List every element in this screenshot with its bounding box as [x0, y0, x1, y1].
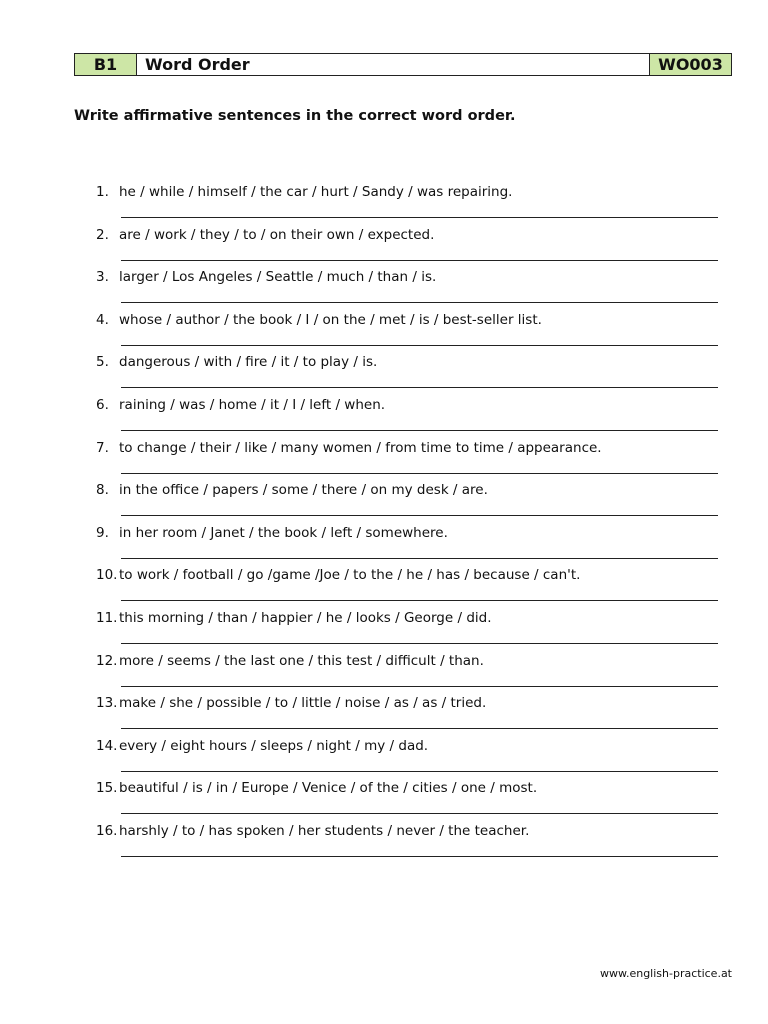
answer-line[interactable]: [121, 302, 718, 303]
item-number: 9.: [96, 524, 109, 541]
exercise-item: [0, 184, 768, 227]
item-prompt: this morning / than / happier / he / looks / George / did.: [119, 609, 492, 626]
item-prompt: dangerous / with / fire / it / to play / is.: [119, 354, 378, 371]
answer-line[interactable]: [121, 856, 718, 857]
item-prompt: beautiful / is / in / Europe / Venice / of the / cities / one / most.: [119, 780, 538, 797]
answer-line[interactable]: [121, 686, 718, 687]
item-number: 7.: [96, 439, 109, 456]
answer-line[interactable]: [121, 515, 718, 516]
item-prompt: are / work / they / to / on their own / expected.: [119, 226, 435, 243]
answer-line[interactable]: [121, 260, 718, 261]
item-number: 1.: [96, 184, 109, 200]
exercise-item: [0, 738, 768, 781]
exercise-item: [0, 227, 768, 270]
level-badge: B1: [75, 54, 137, 75]
item-prompt: to change / their / like / many women / from time to time / appearance.: [119, 439, 602, 456]
item-prompt: in her room / Janet / the book / left / somewhere.: [119, 524, 448, 541]
exercise-item: [0, 312, 768, 355]
item-number: 8.: [96, 482, 109, 499]
exercise-item: [0, 610, 768, 653]
item-number: 11.: [96, 609, 118, 626]
item-number: 16.: [96, 822, 118, 839]
item-prompt: in the office / papers / some / there / on my desk / are.: [119, 482, 488, 499]
item-number: 15.: [96, 780, 118, 797]
exercise-item: [0, 269, 768, 312]
exercise-item: [0, 397, 768, 440]
item-prompt: he / while / himself / the car / hurt / Sandy / was repairing.: [119, 184, 513, 200]
worksheet-header: [74, 53, 732, 76]
exercise-item: [0, 780, 768, 823]
item-prompt: harshly / to / has spoken / her students / never / the teacher.: [119, 822, 530, 839]
item-prompt: more / seems / the last one / this test / difficult / than.: [119, 652, 484, 669]
item-number: 10.: [96, 567, 118, 584]
exercise-item: [0, 482, 768, 525]
exercise-item: [0, 653, 768, 696]
item-prompt: larger / Los Angeles / Seattle / much / than / is.: [119, 269, 437, 286]
answer-line[interactable]: [121, 217, 718, 218]
item-number: 4.: [96, 311, 109, 328]
answer-line[interactable]: [121, 600, 718, 601]
item-number: 6.: [96, 396, 109, 413]
item-prompt: make / she / possible / to / little / noise / as / as / tried.: [119, 695, 487, 712]
exercise-item: [0, 525, 768, 568]
answer-line[interactable]: [121, 387, 718, 388]
exercise-item: [0, 440, 768, 483]
answer-line[interactable]: [121, 345, 718, 346]
answer-line[interactable]: [121, 473, 718, 474]
exercise-item: [0, 695, 768, 738]
exercise-list: [0, 184, 768, 866]
item-number: 12.: [96, 652, 118, 669]
answer-line[interactable]: [121, 771, 718, 772]
item-number: 3.: [96, 269, 109, 286]
worksheet-code: WO003: [649, 54, 731, 75]
exercise-item: [0, 354, 768, 397]
worksheet-title: Word Order: [145, 55, 250, 74]
item-prompt: to work / football / go /game /Joe / to the / he / has / because / can't.: [119, 567, 581, 584]
item-number: 2.: [96, 226, 109, 243]
item-number: 5.: [96, 354, 109, 371]
answer-line[interactable]: [121, 813, 718, 814]
answer-line[interactable]: [121, 558, 718, 559]
instruction-text: Write affirmative sentences in the correct word order.: [74, 108, 516, 124]
item-number: 14.: [96, 737, 118, 754]
item-prompt: every / eight hours / sleeps / night / my / dad.: [119, 737, 429, 754]
exercise-item: [0, 823, 768, 866]
item-number: 13.: [96, 695, 118, 712]
item-prompt: raining / was / home / it / I / left / when.: [119, 396, 386, 413]
footer-url: www.english-practice.at: [599, 967, 732, 980]
answer-line[interactable]: [121, 430, 718, 431]
answer-line[interactable]: [121, 643, 718, 644]
exercise-item: [0, 567, 768, 610]
item-prompt: whose / author / the book / I / on the / met / is / best-seller list.: [119, 311, 542, 328]
answer-line[interactable]: [121, 728, 718, 729]
